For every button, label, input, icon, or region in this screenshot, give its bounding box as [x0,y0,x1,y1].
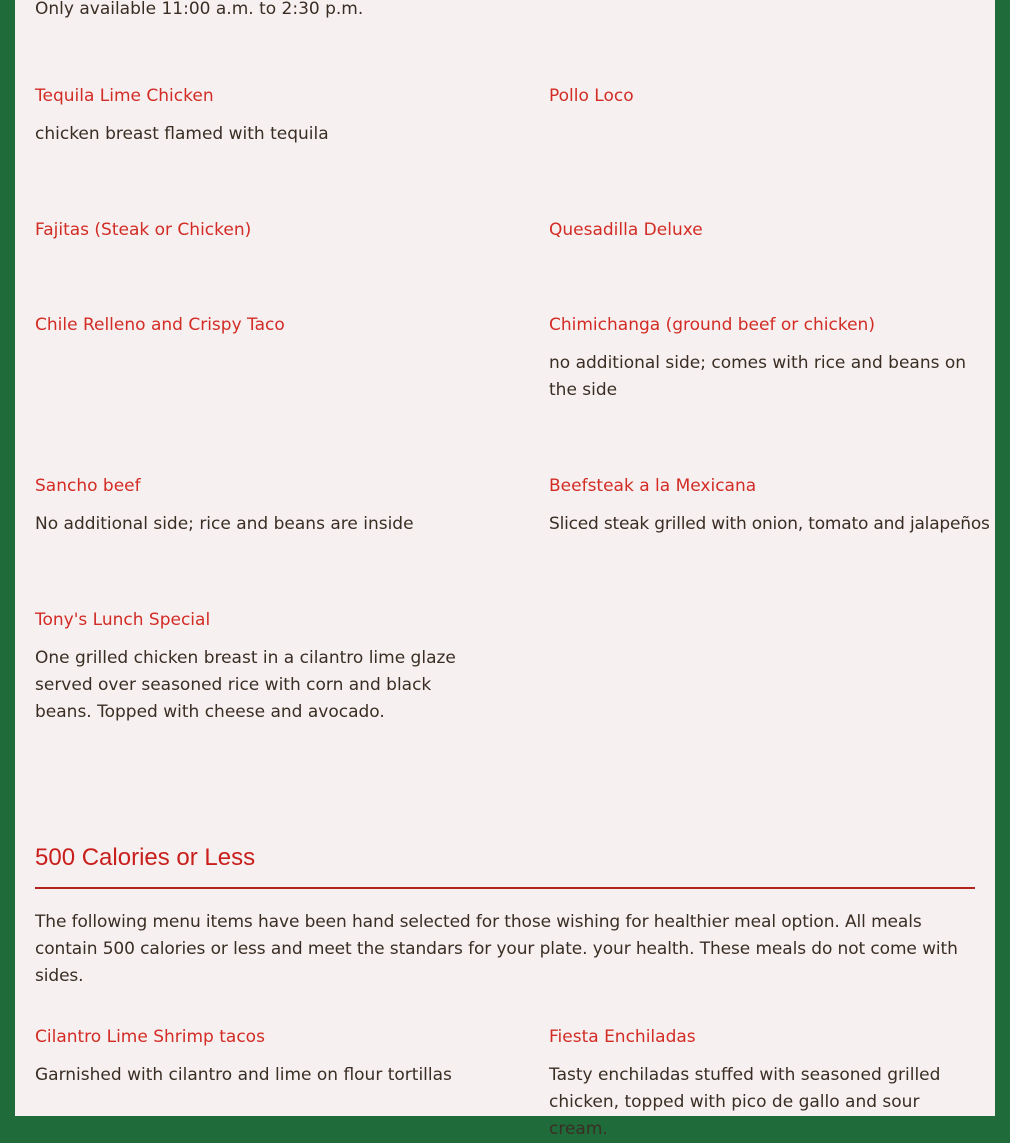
section-divider [35,887,975,889]
menu-item-title: Tony's Lunch Special [35,610,211,630]
menu-item-description: Sliced steak grilled with onion, tomato and jalapeños [549,514,990,534]
menu-item-description: chicken breast flamed with tequila [35,124,329,144]
menu-item-description: Tasty enchiladas stuffed with seasoned grilled chicken, topped with pico de gallo and sour cream. [549,1065,941,1139]
menu-item-description: Garnished with cilantro and lime on flour tortillas [35,1065,452,1085]
menu-item-title: Chile Relleno and Crispy Taco [35,315,285,335]
menu-item-title: Cilantro Lime Shrimp tacos [35,1027,265,1047]
menu-item-title: Pollo Loco [549,86,634,106]
menu-item-title: Chimichanga (ground beef or chicken) [549,315,875,335]
menu-item-title: Sancho beef [35,476,141,496]
menu-item-title: Fiesta Enchiladas [549,1027,696,1047]
section-intro: The following menu items have been hand selected for those wishing for healthier meal option. All meals contain 500 calories or less and meet the standars for your plate. your health. These meals do not come with sides. [35,912,958,986]
menu-item-title: Quesadilla Deluxe [549,220,703,240]
lunch-availability-note: Only available 11:00 a.m. to 2:30 p.m. [35,0,364,19]
menu-item-title: Beefsteak a la Mexicana [549,476,757,496]
section-title: 500 Calories or Less [35,844,256,871]
menu-item-description: No additional side; rice and beans are inside [35,514,414,534]
menu-item-title: Fajitas (Steak or Chicken) [35,220,252,240]
menu-panel [15,0,995,1139]
menu-item-title: Tequila Lime Chicken [35,86,214,106]
menu-item-description: no additional side; comes with rice and beans on the side [549,353,967,400]
menu-item-description: One grilled chicken breast in a cilantro lime glaze served over seasoned rice with corn and black beans. Topped with cheese and avocado. [35,648,456,722]
